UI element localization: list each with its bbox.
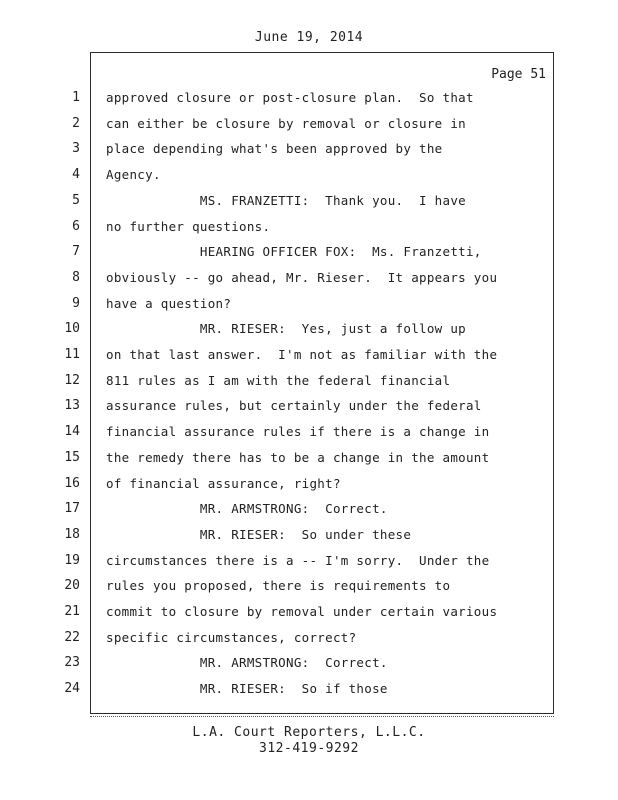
line-number: 17 xyxy=(64,501,80,517)
line-text: commit to closure by removal under certain various xyxy=(106,604,498,619)
line-number: 21 xyxy=(64,604,80,619)
line-number: 15 xyxy=(64,449,80,465)
line-text: MR. RIESER: So under these xyxy=(106,526,412,542)
transcript-line xyxy=(0,501,618,527)
line-text: can either be closure by removal or closure in xyxy=(106,115,466,131)
transcript-line xyxy=(0,270,618,296)
transcript-line xyxy=(0,90,618,116)
transcript-line xyxy=(0,527,618,553)
transcript-line xyxy=(0,167,618,193)
transcript-line xyxy=(0,476,618,502)
footer-phone: 312-419-9292 xyxy=(259,741,359,756)
line-number: 20 xyxy=(64,578,80,594)
line-number: 23 xyxy=(64,655,80,671)
line-text: the remedy there has to be a change in the amount xyxy=(106,449,490,465)
line-number: 13 xyxy=(64,398,80,414)
line-number: 2 xyxy=(72,115,80,131)
line-number: 16 xyxy=(64,475,80,491)
line-text: specific circumstances, correct? xyxy=(106,629,357,645)
line-text: HEARING OFFICER FOX: Ms. Franzetti, xyxy=(106,244,482,260)
transcript-line xyxy=(0,321,618,347)
frame-bottom-rule xyxy=(90,716,554,717)
transcript-line xyxy=(0,553,618,579)
line-text: financial assurance rules if there is a change in xyxy=(106,424,490,440)
line-text: of financial assurance, right? xyxy=(106,475,341,491)
line-text: MS. FRANZETTI: Thank you. I have xyxy=(106,192,466,208)
line-text: circumstances there is a -- I'm sorry. Under the xyxy=(106,552,490,568)
transcript-line xyxy=(0,244,618,270)
line-number: 5 xyxy=(72,192,80,208)
line-number: 8 xyxy=(72,269,80,285)
transcript-line xyxy=(0,450,618,476)
transcript-line xyxy=(0,630,618,656)
transcript-line xyxy=(0,141,618,167)
transcript-line xyxy=(0,193,618,219)
line-text: no further questions. xyxy=(106,218,271,234)
line-text: Agency. xyxy=(106,167,161,183)
transcript-line xyxy=(0,604,618,630)
line-text: have a question? xyxy=(106,295,232,311)
footer-company: L.A. Court Reporters, L.L.C. xyxy=(192,725,426,740)
line-text: on that last answer. I'm not as familiar with the xyxy=(106,347,498,362)
transcript-date: June 19, 2014 xyxy=(254,30,364,45)
line-text: assurance rules, but certainly under the federal xyxy=(106,398,482,414)
transcript-line xyxy=(0,578,618,604)
transcript-line xyxy=(0,398,618,424)
line-text: MR. ARMSTRONG: Correct. xyxy=(106,501,388,517)
line-number: 4 xyxy=(72,167,80,183)
line-text: MR. RIESER: So if those xyxy=(106,681,388,697)
line-number: 9 xyxy=(72,295,80,311)
line-number: 3 xyxy=(72,141,80,157)
transcript-line xyxy=(0,424,618,450)
transcript-line xyxy=(0,655,618,681)
line-number: 19 xyxy=(64,552,80,568)
line-text: MR. RIESER: Yes, just a follow up xyxy=(106,321,466,337)
line-number: 10 xyxy=(64,321,80,337)
transcript-line xyxy=(0,681,618,707)
line-number: 1 xyxy=(72,90,80,105)
transcript-line xyxy=(0,347,618,373)
line-text: place depending what's been approved by the xyxy=(106,141,443,157)
transcript-line xyxy=(0,373,618,399)
line-number: 24 xyxy=(64,681,80,697)
line-text: MR. ARMSTRONG: Correct. xyxy=(106,655,388,671)
line-number: 12 xyxy=(64,372,80,388)
transcript-line xyxy=(0,219,618,245)
line-number: 7 xyxy=(72,244,80,260)
line-number: 22 xyxy=(64,629,80,645)
transcript-line xyxy=(0,296,618,322)
line-text: 811 rules as I am with the federal financial xyxy=(106,372,451,388)
line-text: rules you proposed, there is requirements to xyxy=(106,578,451,594)
line-number: 14 xyxy=(64,424,80,440)
transcript-line xyxy=(0,116,618,142)
line-text: approved closure or post-closure plan. So that xyxy=(106,90,474,105)
line-number: 11 xyxy=(64,347,80,362)
line-number: 18 xyxy=(64,526,80,542)
page-number: Page 51 xyxy=(491,67,546,82)
line-number: 6 xyxy=(72,218,80,234)
line-text: obviously -- go ahead, Mr. Rieser. It appears you xyxy=(106,269,498,285)
